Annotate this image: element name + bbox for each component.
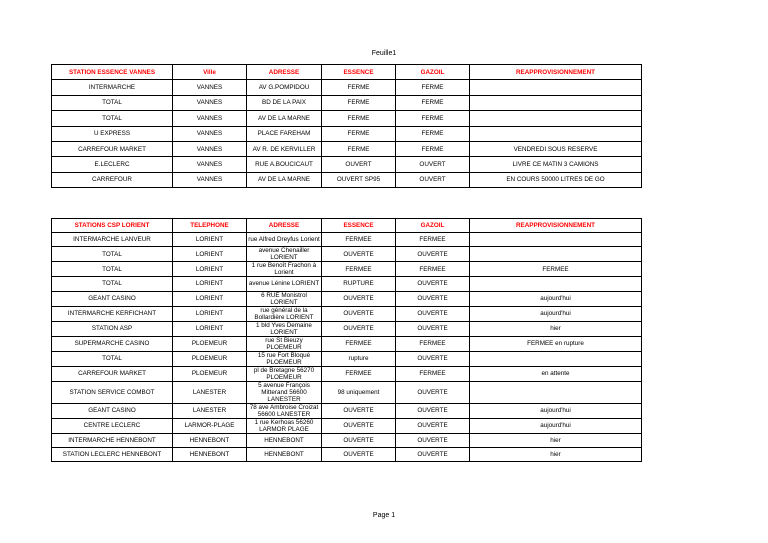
table-cell: RUPTURE xyxy=(322,277,396,291)
table-cell: TOTAL xyxy=(52,247,173,262)
table-row xyxy=(52,80,642,95)
table-cell: hier xyxy=(470,321,642,336)
table-cell: E.LECLERC xyxy=(52,157,173,172)
table-cell: FERME xyxy=(396,141,470,156)
table-cell: INTERMARCHE KERFICHANT xyxy=(52,306,173,321)
table-cell: 1 bld Yves Demaine LORIENT xyxy=(247,321,322,336)
table-row xyxy=(52,262,642,277)
table-cell: CARREFOUR MARKET xyxy=(52,141,173,156)
table-cell: FERME xyxy=(322,111,396,126)
table-row xyxy=(52,172,642,187)
table-cell: OUVERTE xyxy=(322,403,396,418)
table-cell: LORIENT xyxy=(173,291,247,306)
column-header: ADRESSE xyxy=(247,219,322,233)
table-row xyxy=(52,381,642,403)
table-row xyxy=(52,233,642,247)
table-cell: RUE A.BOUCICAUT xyxy=(247,157,322,172)
table-cell: OUVERT xyxy=(396,172,470,187)
table-cell: LARMOR-PLAGE xyxy=(173,418,247,433)
table-cell: 1 rue Benoît Frachon à Lorient xyxy=(247,262,322,277)
table-cell xyxy=(470,351,642,366)
table-cell: TOTAL xyxy=(52,351,173,366)
page-number: Page 1 xyxy=(372,512,396,519)
table-cell: CARREFOUR MARKET xyxy=(52,366,173,381)
table-cell: PLACE FAREHAM xyxy=(247,126,322,141)
table-cell: FERMEE xyxy=(322,233,396,247)
table-cell: LORIENT xyxy=(173,306,247,321)
table-cell: FERME xyxy=(396,95,470,110)
lorient-stations-table xyxy=(51,218,642,462)
table-cell: LORIENT xyxy=(173,277,247,291)
table-cell: FERMEE xyxy=(322,262,396,277)
table-cell: OUVERTE xyxy=(396,381,470,403)
table-cell: TOTAL xyxy=(52,262,173,277)
table-cell: aujourd'hui xyxy=(470,306,642,321)
table-cell: rue Alfred Dreyfus Lorient xyxy=(247,233,322,247)
table-cell: LANESTER xyxy=(173,403,247,418)
table-cell: OUVERTE xyxy=(322,247,396,262)
table-cell: FERMEE xyxy=(322,366,396,381)
table-cell: en attente xyxy=(470,366,642,381)
table-cell: STATION SERVICE COMBOT xyxy=(52,381,173,403)
table-cell: AV G.POMPIDOU xyxy=(247,80,322,95)
table-cell: PLOEMEUR xyxy=(173,336,247,351)
table-row xyxy=(52,321,642,336)
table-row xyxy=(52,277,642,291)
table-cell: FERMEE xyxy=(396,366,470,381)
column-header: REAPPROVISIONNEMENT xyxy=(470,219,642,233)
table-cell: VANNES xyxy=(173,157,247,172)
table-cell: FERMEE en rupture xyxy=(470,336,642,351)
table-cell xyxy=(470,247,642,262)
table-cell: VENDREDI SOUS RESERVE xyxy=(470,141,642,156)
table-cell: 98 uniquement xyxy=(322,381,396,403)
column-header: REAPPROVISIONNEMENT xyxy=(470,65,642,80)
table-cell: FERMEE xyxy=(396,262,470,277)
table-cell: HENNEBONT xyxy=(173,433,247,447)
table-cell xyxy=(470,126,642,141)
table-cell: FERME xyxy=(322,95,396,110)
table-cell xyxy=(470,111,642,126)
column-header: ADRESSE xyxy=(247,65,322,80)
table-cell: FERMEE xyxy=(396,336,470,351)
column-header: ESSENCE xyxy=(322,219,396,233)
table-cell: hier xyxy=(470,433,642,447)
table-cell: OUVERTE xyxy=(396,247,470,262)
table-row xyxy=(52,403,642,418)
table-cell: LANESTER xyxy=(173,381,247,403)
table-cell: PLOEMEUR xyxy=(173,351,247,366)
table-cell: avenue Lénine LORIENT xyxy=(247,277,322,291)
table-cell: HENNEBONT xyxy=(247,447,322,461)
table-cell: OUVERT xyxy=(396,157,470,172)
table-cell: AV DE LA MARNE xyxy=(247,111,322,126)
header-row xyxy=(52,219,642,233)
table-cell: INTERMARCHE xyxy=(52,80,173,95)
table-cell: LORIENT xyxy=(173,321,247,336)
table-row xyxy=(52,351,642,366)
column-header: GAZOIL xyxy=(396,219,470,233)
table-cell: VANNES xyxy=(173,80,247,95)
table-cell: FERME xyxy=(396,80,470,95)
table-cell: INTERMARCHE HENNEBONT xyxy=(52,433,173,447)
table-cell: BD DE LA PAIX xyxy=(247,95,322,110)
table-cell: FERME xyxy=(396,111,470,126)
table-cell: avenue Chenailler LORIENT xyxy=(247,247,322,262)
table-row xyxy=(52,366,642,381)
table-cell: FERMEE xyxy=(322,336,396,351)
column-header: STATION ESSENCE VANNES xyxy=(52,65,173,80)
table-row xyxy=(52,141,642,156)
column-header: TELEPHONE xyxy=(173,219,247,233)
table-cell: OUVERTE xyxy=(396,433,470,447)
table-cell: OUVERTE xyxy=(322,291,396,306)
table-cell: EN COURS 50000 LITRES DE GO xyxy=(470,172,642,187)
table-cell: GEANT CASINO xyxy=(52,291,173,306)
table-cell: LIVRE CE MATIN 3 CAMIONS xyxy=(470,157,642,172)
table-cell: LORIENT xyxy=(173,247,247,262)
table-cell: 15 rue Fort Bloqué PLOEMEUR xyxy=(247,351,322,366)
table-cell: OUVERTE xyxy=(322,418,396,433)
table-row xyxy=(52,336,642,351)
sheet-title: Feuille1 xyxy=(371,50,397,57)
table-cell: OUVERTE xyxy=(396,277,470,291)
table-cell: VANNES xyxy=(173,111,247,126)
column-header: Ville xyxy=(173,65,247,80)
table-cell: rupture xyxy=(322,351,396,366)
table-cell: LORIENT xyxy=(173,262,247,277)
table-cell xyxy=(470,381,642,403)
table-cell: STATION LECLERC HENNEBONT xyxy=(52,447,173,461)
table-cell: 1 rue Kerhoas 56260 LARMOR PLAGE xyxy=(247,418,322,433)
table-cell: FERMEE xyxy=(470,262,642,277)
table-cell: 6 RUE Monistrol LORIENT xyxy=(247,291,322,306)
table-cell: TOTAL xyxy=(52,277,173,291)
table-cell: OUVERTE xyxy=(322,447,396,461)
table-row xyxy=(52,95,642,110)
table-cell: HENNEBONT xyxy=(247,433,322,447)
table-cell: OUVERT xyxy=(322,157,396,172)
table-row xyxy=(52,157,642,172)
table-cell: FERMEE xyxy=(396,233,470,247)
table-cell: U EXPRESS xyxy=(52,126,173,141)
table-cell: FERME xyxy=(396,126,470,141)
table-cell: rue général de la Bollardière LORIENT xyxy=(247,306,322,321)
table-cell: rue St Bieuzy PLOEMEUR xyxy=(247,336,322,351)
table-cell: OUVERTE xyxy=(322,433,396,447)
table-cell: OUVERTE xyxy=(322,321,396,336)
table-cell: OUVERT SP95 xyxy=(322,172,396,187)
table-cell: INTERMARCHE LANVEUR xyxy=(52,233,173,247)
table-cell: OUVERTE xyxy=(396,447,470,461)
table-cell xyxy=(470,277,642,291)
table-row xyxy=(52,111,642,126)
column-header: GAZOIL xyxy=(396,65,470,80)
table-cell: aujourd'hui xyxy=(470,291,642,306)
table-cell xyxy=(470,233,642,247)
table-row xyxy=(52,433,642,447)
table-cell: OUVERTE xyxy=(322,306,396,321)
table-cell: GEANT CASINO xyxy=(52,403,173,418)
table-row xyxy=(52,306,642,321)
table-cell: VANNES xyxy=(173,126,247,141)
table-cell: OUVERTE xyxy=(396,291,470,306)
table-cell: HENNEBONT xyxy=(173,447,247,461)
table-cell xyxy=(470,95,642,110)
table-cell: TOTAL xyxy=(52,95,173,110)
table-cell xyxy=(470,80,642,95)
table-cell: SUPERMARCHE CASINO xyxy=(52,336,173,351)
table-row xyxy=(52,126,642,141)
table-cell: aujourd'hui xyxy=(470,403,642,418)
table-cell: FERME xyxy=(322,141,396,156)
table-cell: FERME xyxy=(322,126,396,141)
column-header: ESSENCE xyxy=(322,65,396,80)
table-cell: 78 ave Ambroise Croizat 56600 LANESTER xyxy=(247,403,322,418)
table-cell: aujourd'hui xyxy=(470,418,642,433)
table-cell: OUVERTE xyxy=(396,306,470,321)
table-cell: CENTRE LECLERC xyxy=(52,418,173,433)
table-cell: OUVERTE xyxy=(396,418,470,433)
table-cell: VANNES xyxy=(173,95,247,110)
table-cell: VANNES xyxy=(173,141,247,156)
table-cell: OUVERTE xyxy=(396,403,470,418)
table-cell: FERME xyxy=(322,80,396,95)
table-cell: LORIENT xyxy=(173,233,247,247)
table-cell: hier xyxy=(470,447,642,461)
table-cell: CARREFOUR xyxy=(52,172,173,187)
table-cell: 5 avenue François Mitterand 56600 LANESTER xyxy=(247,381,322,403)
table-cell: AV R. DE KERVILLER xyxy=(247,141,322,156)
table-cell: pl de Bretagne 56270 PLOEMEUR xyxy=(247,366,322,381)
table-cell: TOTAL xyxy=(52,111,173,126)
table-cell: OUVERTE xyxy=(396,351,470,366)
table-row xyxy=(52,291,642,306)
column-header: STATIONS CSP LORIENT xyxy=(52,219,173,233)
table-cell: AV DE LA MARNE xyxy=(247,172,322,187)
table-cell: OUVERTE xyxy=(396,321,470,336)
table-cell: STATION ASP xyxy=(52,321,173,336)
table-row xyxy=(52,447,642,461)
header-row xyxy=(52,65,642,80)
table-row xyxy=(52,247,642,262)
table-cell: VANNES xyxy=(173,172,247,187)
table-row xyxy=(52,418,642,433)
vannes-stations-table xyxy=(51,64,642,188)
table-cell: PLOEMEUR xyxy=(173,366,247,381)
